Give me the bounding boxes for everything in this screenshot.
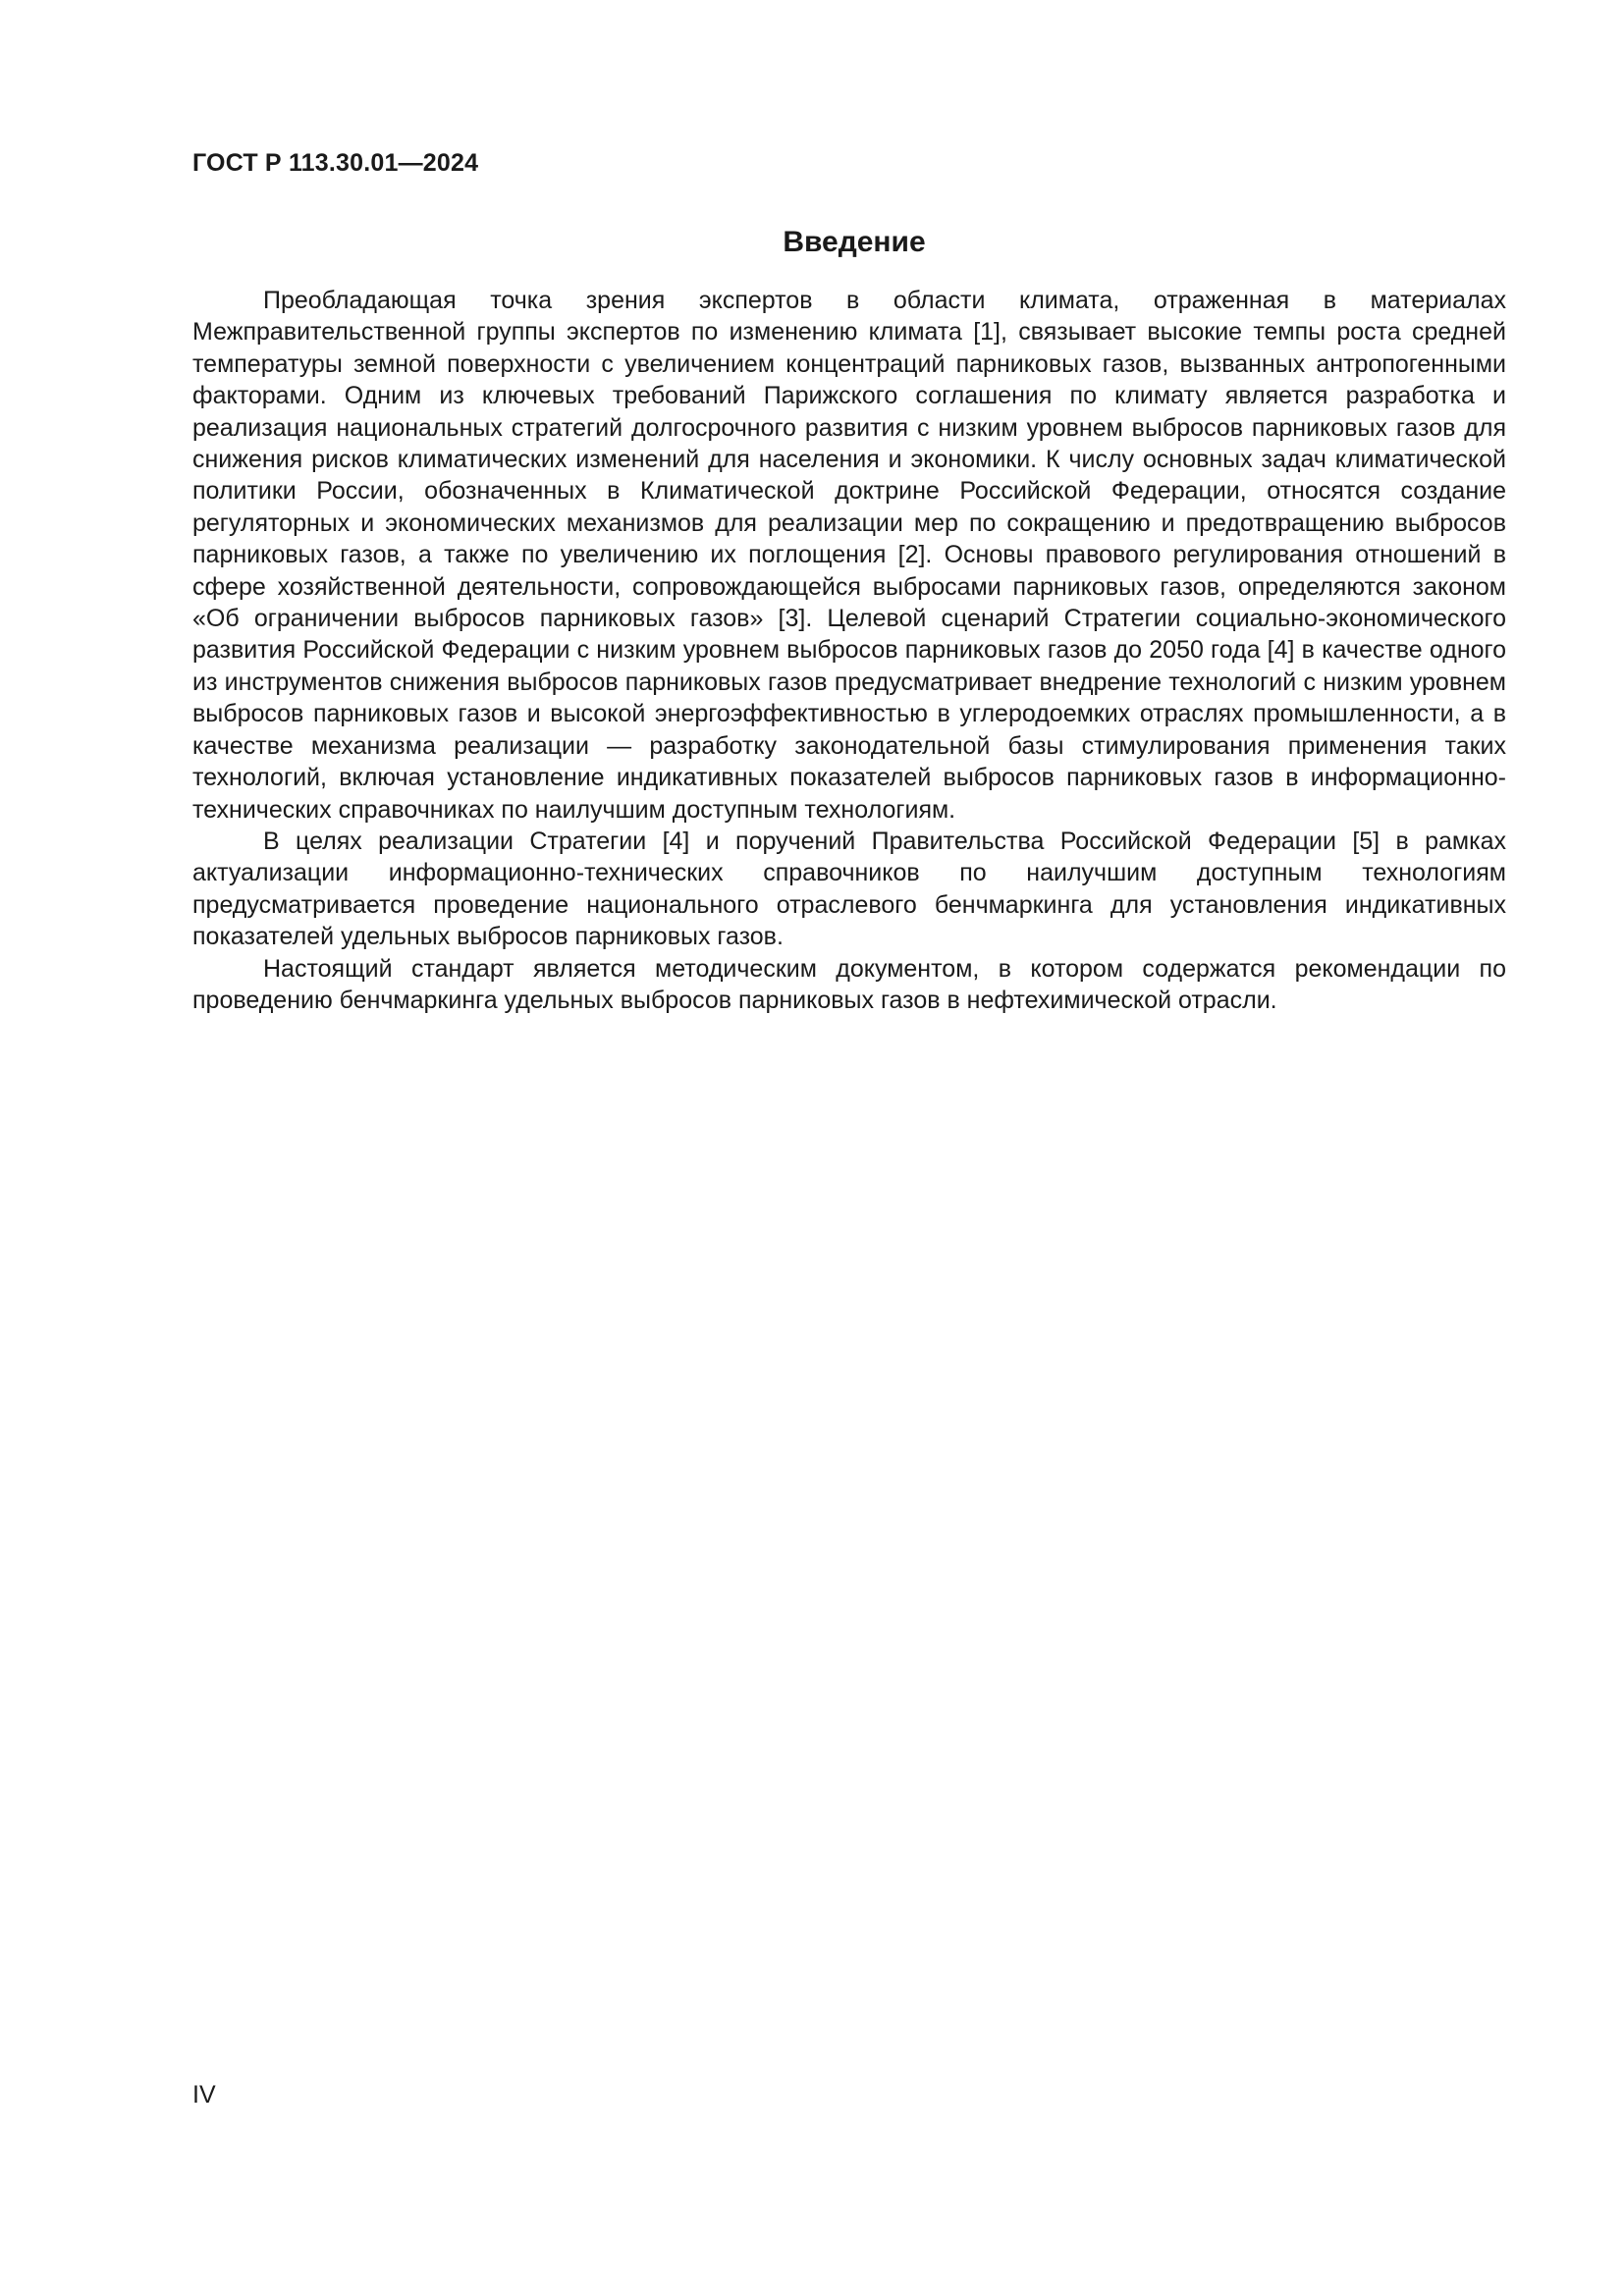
section-title: Введение — [783, 226, 926, 258]
paragraph-1: Преобладающая точка зрения экспертов в области климата, отраженная в материалах Межправительственной группы экспертов по изменению климата [1], связывает высокие темпы роста средней температуры земной поверхности с увеличением концентраций парниковых газов, вызванных антропогенными факторами. Одним из ключевых требований Парижского соглашения по климату является разработка и реализация национальных стратегий долгосрочного развития с низким уровнем выбросов парниковых газов для снижения рисков климатических изменений для населения и экономики. К числу основных задач климатической политики России, обозначенных в Климатической доктрине Российской Федерации, относятся создание регуляторных и экономических механизмов для реализации мер по сокращению и предотвращению выбросов парниковых газов, а также по увеличению их поглощения [2]. Основы правового регулирования отношений в сфере хозяйственной деятельности, сопровождающейся выбросами парниковых газов, определяются законом «Об ограничении выбросов парниковых газов» [3]. Целевой сценарий Стратегии социально-экономического развития Российской Федерации с низким уровнем выбросов парниковых газов до 2050 года [4] в качестве одного из инструментов снижения выбросов парниковых газов предусматривает внедрение технологий с низким уровнем выбросов парниковых газов и высокой энергоэффективностью в углеродоемких отраслях промышленности, а в качестве механизма реализации — разработку законодательной базы стимулирования применения таких технологий, включая установление индикативных показателей выбросов парниковых газов в информационно-технических справочниках по наилучшим доступным технологиям. — [192, 287, 1506, 824]
paragraph-3: Настоящий стандарт является методическим документом, в котором содержатся рекомендации по проведению бенчмаркинга удельных выбросов парниковых газов в нефтехимической отрасли. — [192, 954, 1506, 1014]
document-header: ГОСТ Р 113.30.01—2024 — [192, 149, 479, 177]
body-text — [192, 285, 1506, 1016]
page-number: IV — [192, 2081, 216, 2109]
paragraph-2: В целях реализации Стратегии [4] и поручений Правительства Российской Федерации [5] в рамках актуализации информационно-технических справочников по наилучшим доступным технологиям предусматривается проведение национального отраслевого бенчмаркинга для установления индикативных показателей удельных выбросов парниковых газов. — [192, 827, 1506, 951]
